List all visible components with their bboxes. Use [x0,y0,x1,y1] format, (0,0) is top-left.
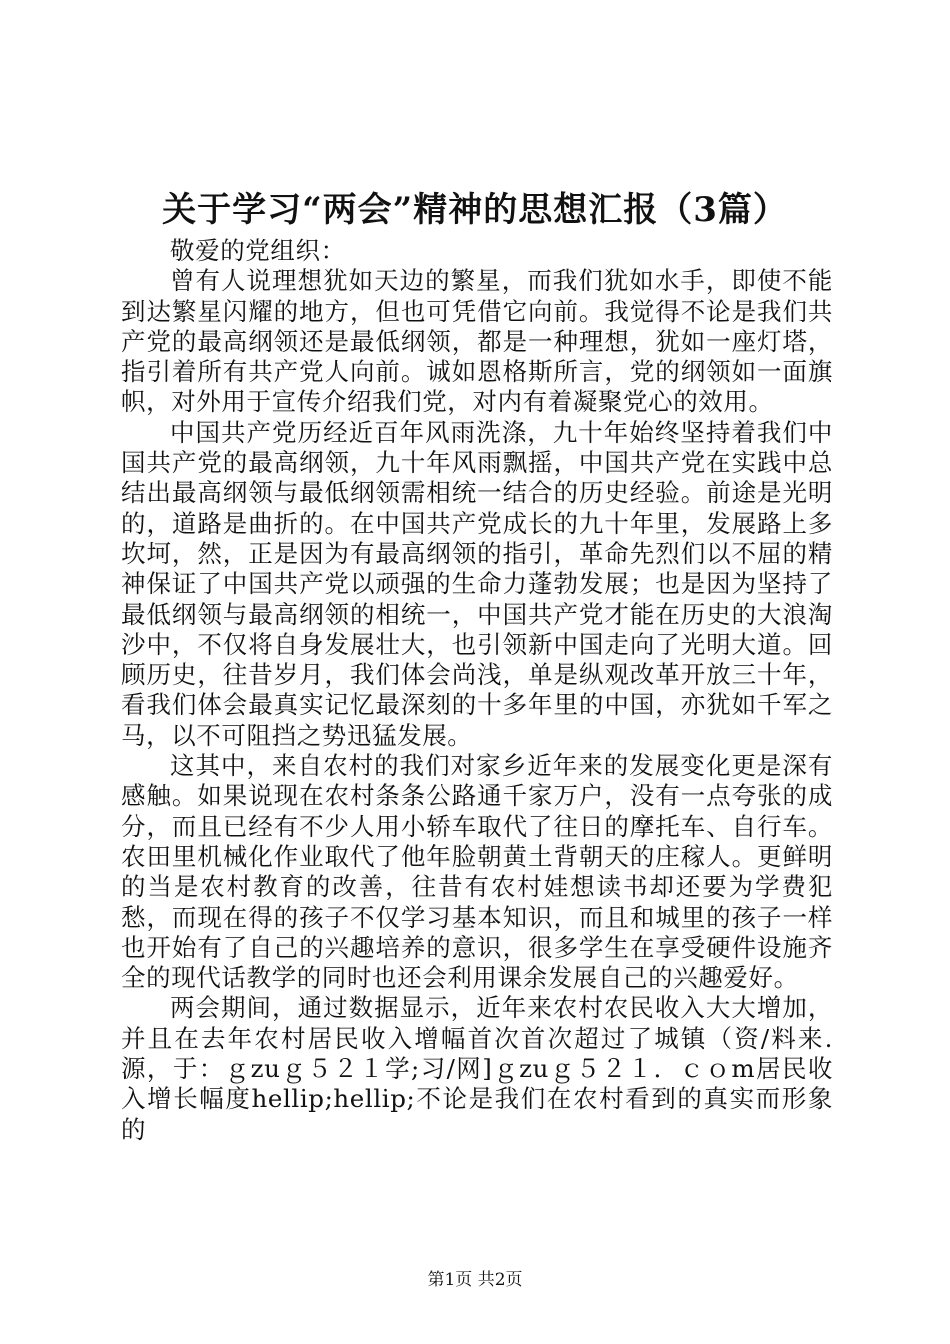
salutation: 敬爱的党组织： [170,236,346,265]
paragraph-1: 曾有人说理想犹如天边的繁星，而我们犹如水手，即使不能到达繁星闪耀的地方，但也可凭借它向前。我觉得不论是我们共产党的最高纲领还是最低纲领，都是一种理想，犹如一座灯塔，指引着所有共产党人向前。诚如恩格斯所言，党的纲领如一面旗帜，对外用于宣传介绍我们党，对内有着凝聚党心的效用。 [121,266,833,417]
paragraph-4: 两会期间，通过数据显示，近年来农村农民收入大大增加，并且在去年农村居民收入增幅首次首次超过了城镇（资/料来.源，于：ｇzuｇ５２１学;习/网]ｇzuｇ５２１．ｃｏm居民收入增长幅度hellip;hellip;不论是我们在农村看到的真实而形象的 [121,993,833,1144]
document-body [121,236,833,1145]
paragraph-3: 这其中，来自农村的我们对家乡近年来的发展变化更是深有感触。如果说现在农村条条公路通千家万户，没有一点夸张的成分，而且已经有不少人用小轿车取代了往日的摩托车、自行车。农田里机械化作业取代了他年脸朝黄土背朝天的庄稼人。更鲜明的当是农村教育的改善，往昔有农村娃想读书却还要为学费犯愁，而现在得的孩子不仅学习基本知识，而且和城里的孩子一样也开始有了自己的兴趣培养的意识，很多学生在享受硬件设施齐全的现代话教学的同时也还会利用课余发展自己的兴趣爱好。 [121,751,833,993]
paragraph-2: 中国共产党历经近百年风雨洗涤，九十年始终坚持着我们中国共产党的最高纲领，九十年风雨飘摇，中国共产党在实践中总结出最高纲领与最低纲领需相统一结合的历史经验。前途是光明的，道路是曲折的。在中国共产党成长的九十年里，发展路上多坎坷，然，正是因为有最高纲领的指引，革命先烈们以不屈的精神保证了中国共产党以顽强的生命力蓬勃发展；也是因为坚持了最低纲领与最高纲领的相统一，中国共产党才能在历史的大浪淘沙中，不仅将自身发展壮大，也引领新中国走向了光明大道。回顾历史，往昔岁月，我们体会尚浅，单是纵观改革开放三十年，看我们体会最真实记忆最深刻的十多年里的中国，亦犹如千军之马，以不可阻挡之势迅猛发展。 [121,417,833,750]
page-number: 第1页 共2页 [427,1270,523,1290]
document-title: 关于学习“两会”精神的思想汇报（3篇） [162,190,788,230]
